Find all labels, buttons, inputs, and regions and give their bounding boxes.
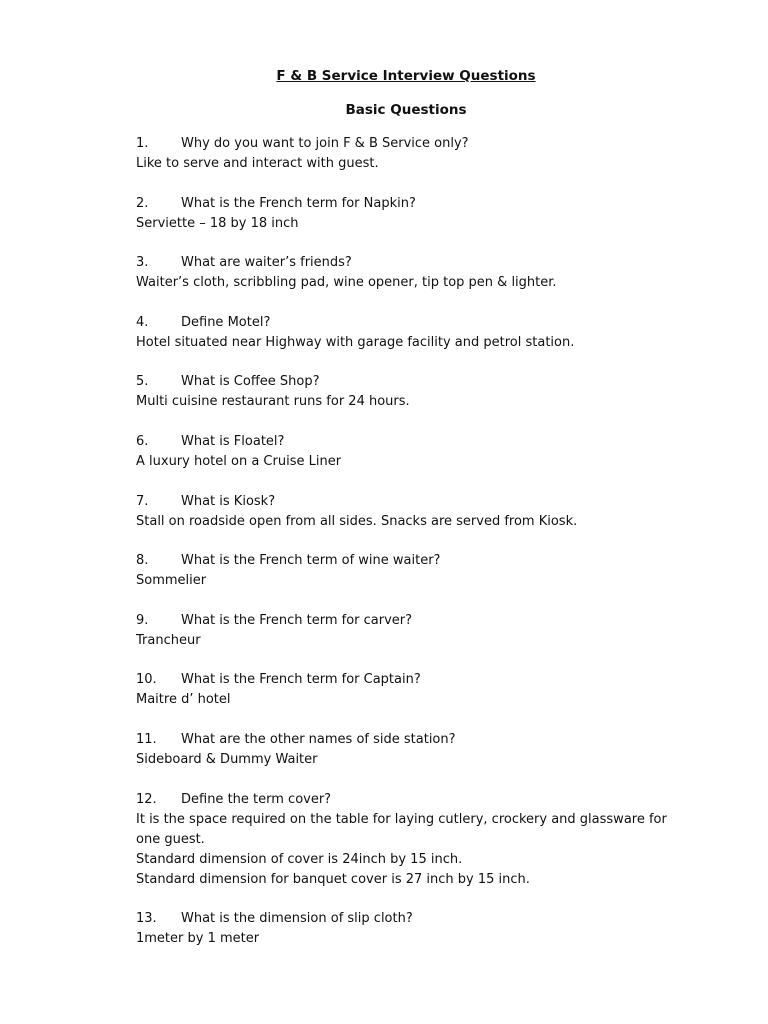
question (136, 730, 676, 750)
question-text: What is Coffee Shop? (181, 374, 320, 390)
qa-item (136, 551, 676, 591)
question-number: 1. (136, 136, 149, 151)
question-text: Define Motel? (181, 314, 271, 330)
question (136, 253, 676, 273)
qa-item (136, 790, 676, 890)
question-text: Define the term cover? (181, 791, 332, 807)
answer-line: Serviette – 18 by 18 inch (136, 215, 299, 231)
answer-line: Standard dimension of cover is 24inch by 15 inch. (136, 851, 463, 867)
qa-item (136, 134, 676, 174)
question (136, 611, 676, 631)
question (136, 372, 676, 392)
question (136, 134, 676, 154)
answer-line: Trancheur (136, 632, 201, 648)
qa-item (136, 194, 676, 234)
answer-line: 1meter by 1 meter (136, 931, 260, 947)
qa-item (136, 253, 676, 293)
qa-item (136, 492, 676, 532)
answer-line: one guest. (136, 831, 205, 847)
qa-item (136, 670, 676, 710)
question (136, 313, 676, 333)
question-number: 3. (136, 255, 149, 271)
question-number: 10. (136, 672, 157, 688)
question-number: 6. (136, 433, 149, 449)
document-title: F & B Service Interview Questions (276, 68, 536, 84)
question-list (136, 134, 676, 969)
question (136, 909, 676, 929)
answer-line: A luxury hotel on a Cruise Liner (136, 453, 342, 469)
question-number: 11. (136, 731, 157, 747)
question-number: 13. (136, 911, 157, 927)
question-text: What is Kiosk? (181, 493, 276, 509)
question-number: 5. (136, 374, 149, 390)
answer-line: Sideboard & Dummy Waiter (136, 751, 318, 767)
question (136, 194, 676, 214)
question-text: What is the dimension of slip cloth? (181, 911, 413, 927)
answer-line: Hotel situated near Highway with garage facility and petrol station. (136, 334, 575, 350)
answer-line: Waiter’s cloth, scribbling pad, wine opener, tip top pen & lighter. (136, 275, 557, 291)
answer-line: Multi cuisine restaurant runs for 24 hours. (136, 394, 410, 410)
question (136, 790, 676, 810)
qa-item (136, 611, 676, 651)
question-text: What are waiter’s friends? (181, 255, 352, 271)
answer-line: Maitre d’ hotel (136, 692, 231, 708)
question (136, 551, 676, 571)
question-text: What is the French term for Napkin? (181, 195, 416, 211)
answer-line: Like to serve and interact with guest. (136, 156, 379, 171)
qa-item (136, 313, 676, 353)
question-number: 9. (136, 612, 149, 628)
qa-item (136, 432, 676, 472)
question-text: What are the other names of side station? (181, 731, 456, 747)
question-number: 7. (136, 493, 149, 509)
answer-line: Stall on roadside open from all sides. Snacks are served from Kiosk. (136, 513, 578, 529)
qa-item (136, 372, 676, 412)
question-text: What is the French term for carver? (181, 612, 413, 628)
question (136, 670, 676, 690)
answer-line: Sommelier (136, 573, 207, 589)
qa-item (136, 730, 676, 770)
question (136, 492, 676, 512)
question-number: 8. (136, 553, 149, 569)
qa-item (136, 909, 676, 949)
question-number: 12. (136, 791, 157, 807)
question-text: Why do you want to join F & B Service only? (181, 136, 469, 151)
question-text: What is the French term for Captain? (181, 672, 421, 688)
answer-line: It is the space required on the table for laying cutlery, crockery and glassware for (136, 811, 667, 827)
question-text: What is the French term of wine waiter? (181, 553, 441, 569)
question (136, 432, 676, 452)
answer-line: Standard dimension for banquet cover is 27 inch by 15 inch. (136, 871, 530, 887)
section-heading: Basic Questions (345, 102, 467, 118)
question-number: 4. (136, 314, 149, 330)
question-number: 2. (136, 195, 149, 211)
question-text: What is Floatel? (181, 433, 285, 449)
